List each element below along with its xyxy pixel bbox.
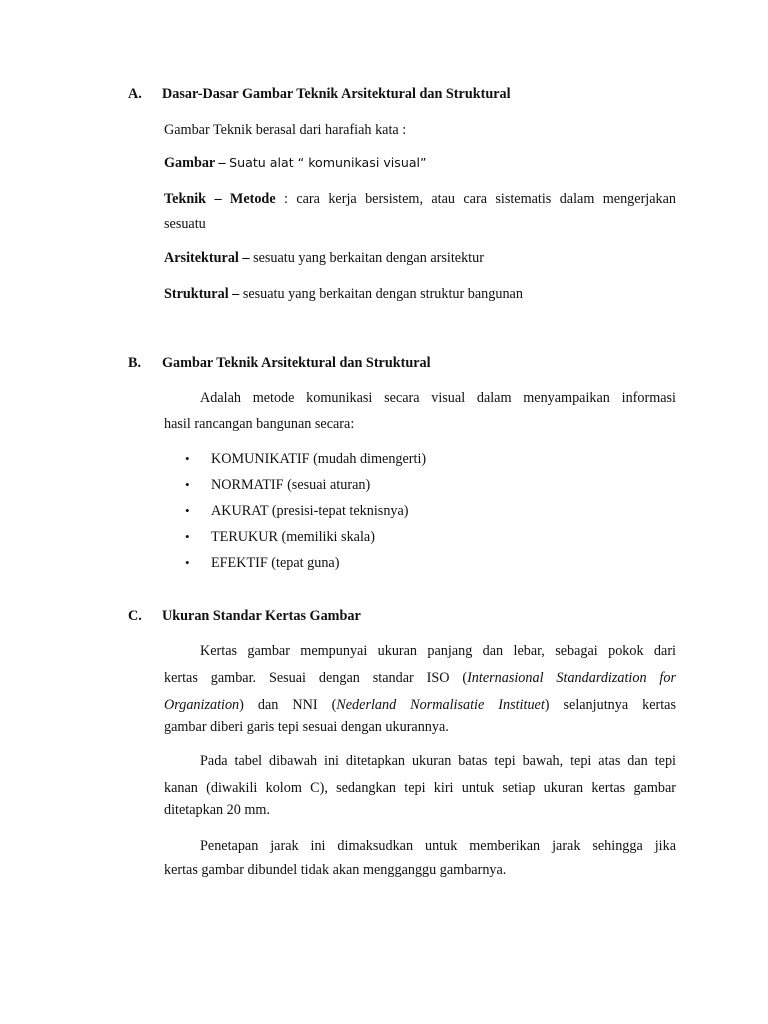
section-b-para-line1: Adalah metode komunikasi secara visual dalam menyampaikan informasi bbox=[200, 390, 676, 406]
bullet-icon: • bbox=[185, 503, 190, 518]
section-c-title: Ukuran Standar Kertas Gambar bbox=[162, 608, 361, 624]
section-c-p2-line2: kanan (diwakili kolom C), sedangkan tepi kiri untuk setiap ukuran kertas gambar bbox=[164, 780, 676, 796]
bullet-icon: • bbox=[185, 451, 190, 466]
section-c-p2-line1: Pada tabel dibawah ini ditetapkan ukuran batas tepi bawah, tepi atas dan tepi bbox=[200, 753, 676, 769]
section-b-letter: B. bbox=[128, 355, 142, 371]
def-gambar: Suatu alat “ komunikasi visual” bbox=[229, 155, 427, 170]
bullet-icon: • bbox=[185, 529, 190, 544]
list-item: KOMUNIKATIF (mudah dimengerti) bbox=[211, 451, 427, 467]
section-c-p1-line4: gambar diberi garis tepi sesuai dengan ukurannya. bbox=[164, 719, 449, 735]
section-c-p2-line3: ditetapkan 20 mm. bbox=[164, 802, 270, 818]
section-b-title: Gambar Teknik Arsitektural dan Struktural bbox=[162, 355, 431, 371]
p1-line3-text2: ) selanjutnya kertas bbox=[544, 697, 676, 713]
p1-line3-italic2: Nederland Normalisatie Instituet bbox=[336, 697, 545, 713]
definition-gambar bbox=[164, 155, 427, 172]
section-b-para-line2: hasil rancangan bangunan secara: bbox=[164, 416, 355, 432]
section-c-letter: C. bbox=[128, 608, 142, 624]
section-a-title: Dasar-Dasar Gambar Teknik Arsitektural dan Struktural bbox=[162, 86, 511, 102]
section-a-letter: A. bbox=[128, 86, 142, 102]
definition-arsitektural bbox=[164, 250, 484, 267]
p1-line3-text1: ) dan NNI ( bbox=[239, 697, 337, 713]
def-struktural: sesuatu yang berkaitan dengan struktur bangunan bbox=[242, 286, 523, 302]
list-item: AKURAT (presisi-tepat teknisnya) bbox=[211, 503, 409, 519]
p1-line2-text: kertas gambar. Sesuai dengan standar ISO ( bbox=[164, 670, 468, 686]
section-c-p3-line1: Penetapan jarak ini dimaksudkan untuk memberikan jarak sehingga jika bbox=[200, 838, 676, 854]
definition-struktural bbox=[164, 286, 523, 303]
p1-line3-italic1: Organization bbox=[164, 697, 240, 713]
bullet-icon: • bbox=[185, 555, 190, 570]
section-c-p1-line2 bbox=[164, 665, 676, 692]
section-c-p3-line2: kertas gambar dibundel tidak akan mengganggu gambarnya. bbox=[164, 862, 507, 878]
section-c-p1-line3 bbox=[164, 692, 676, 719]
p1-line2-italic: Internasional Standardization for bbox=[467, 670, 676, 686]
def-teknik-line1: : cara kerja bersistem, atau cara sistematis dalam mengerjakan bbox=[284, 191, 677, 207]
list-item: NORMATIF (sesuai aturan) bbox=[211, 477, 371, 493]
def-arsitektural: sesuatu yang berkaitan dengan arsitektur bbox=[253, 250, 484, 266]
definition-teknik bbox=[164, 186, 676, 213]
list-item: EFEKTIF (tepat guna) bbox=[211, 555, 340, 571]
list-item: TERUKUR (memiliki skala) bbox=[211, 529, 375, 545]
section-a-intro: Gambar Teknik berasal dari harafiah kata : bbox=[164, 122, 407, 138]
def-teknik-line2: sesuatu bbox=[164, 216, 206, 232]
term-struktural: Struktural – bbox=[164, 286, 240, 302]
bullet-icon: • bbox=[185, 477, 190, 492]
term-teknik: Teknik – Metode bbox=[164, 191, 276, 207]
term-arsitektural: Arsitektural – bbox=[164, 250, 250, 266]
term-gambar: Gambar – bbox=[164, 155, 226, 171]
section-c-p1-line1: Kertas gambar mempunyai ukuran panjang dan lebar, sebagai pokok dari bbox=[200, 643, 676, 659]
